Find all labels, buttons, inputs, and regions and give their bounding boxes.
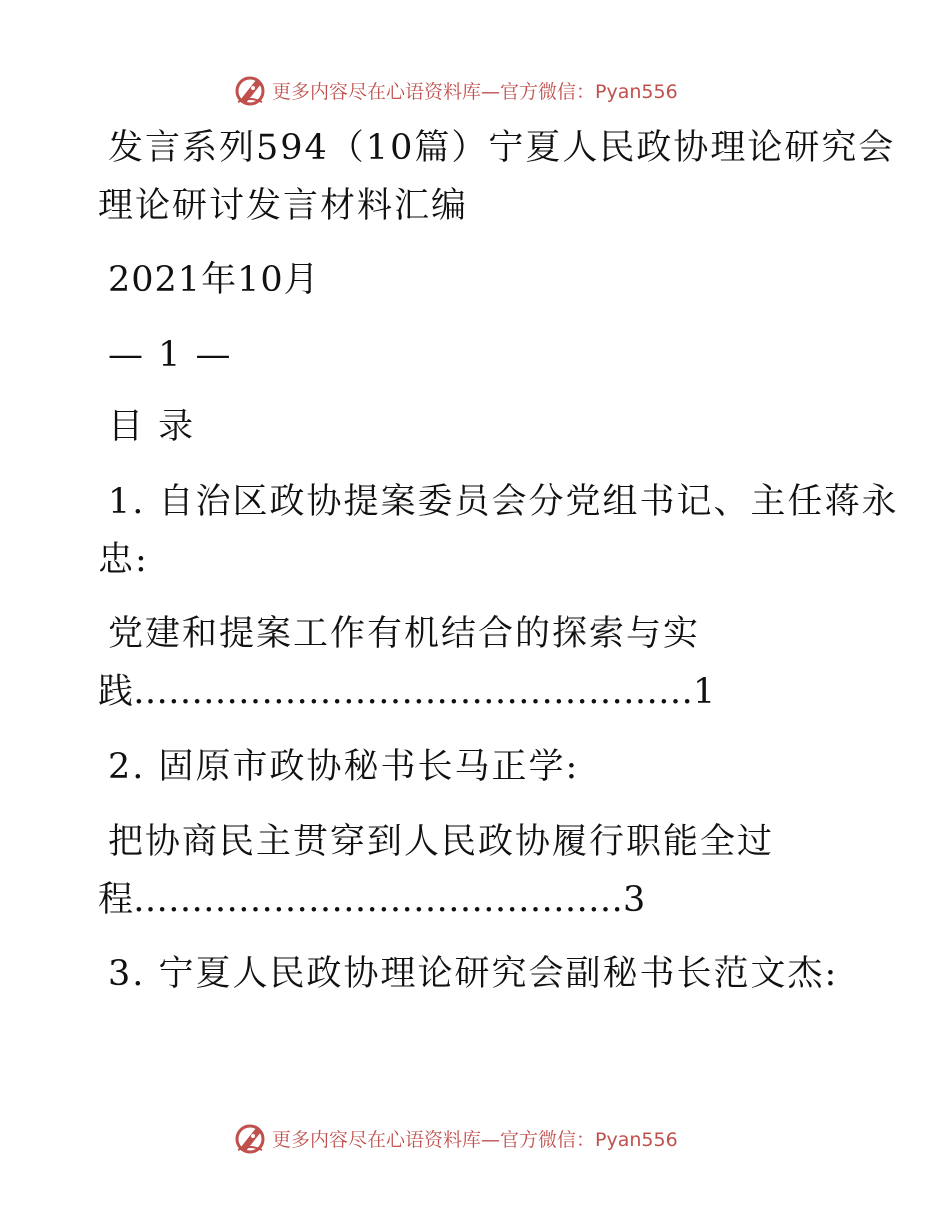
toc-heading: 目 录 — [108, 407, 196, 447]
toc-item-2-speaker: 2. 固原市政协秘书长马正学: — [108, 747, 580, 787]
toc-item-2-title: 把协商民主贯穿到人民政协履行职能全过 — [108, 822, 775, 862]
toc-item-2-title-cont: 程……………………………………3 — [98, 880, 646, 920]
page-marker: — 1 — — [108, 335, 233, 375]
toc-item-3-speaker: 3. 宁夏人民政协理论研究会副秘书长范文杰: — [108, 954, 839, 994]
document-title-line-2: 理论研讨发言材料汇编 — [98, 186, 469, 226]
document-date: 2021年10月 — [108, 260, 320, 300]
pen-nib-logo-icon — [232, 1120, 268, 1156]
toc-item-1-title-cont: 践…………………………………………1 — [98, 672, 716, 712]
toc-item-1-title: 党建和提案工作有机结合的探索与实 — [108, 614, 701, 654]
banner-text: 更多内容尽在心语资料库—官方微信：Pyan556 — [272, 1128, 678, 1151]
header-banner — [232, 70, 752, 110]
banner-text: 更多内容尽在心语资料库—官方微信：Pyan556 — [272, 80, 678, 103]
pen-nib-logo-icon — [232, 72, 268, 108]
footer-banner — [232, 1118, 752, 1158]
toc-item-1-speaker: 1. 自治区政协提案委员会分党组书记、主任蒋永 — [108, 482, 899, 522]
document-title-line-1: 发言系列594（10篇）宁夏人民政协理论研究会 — [108, 128, 896, 168]
toc-item-1-speaker-cont: 忠: — [98, 540, 149, 580]
